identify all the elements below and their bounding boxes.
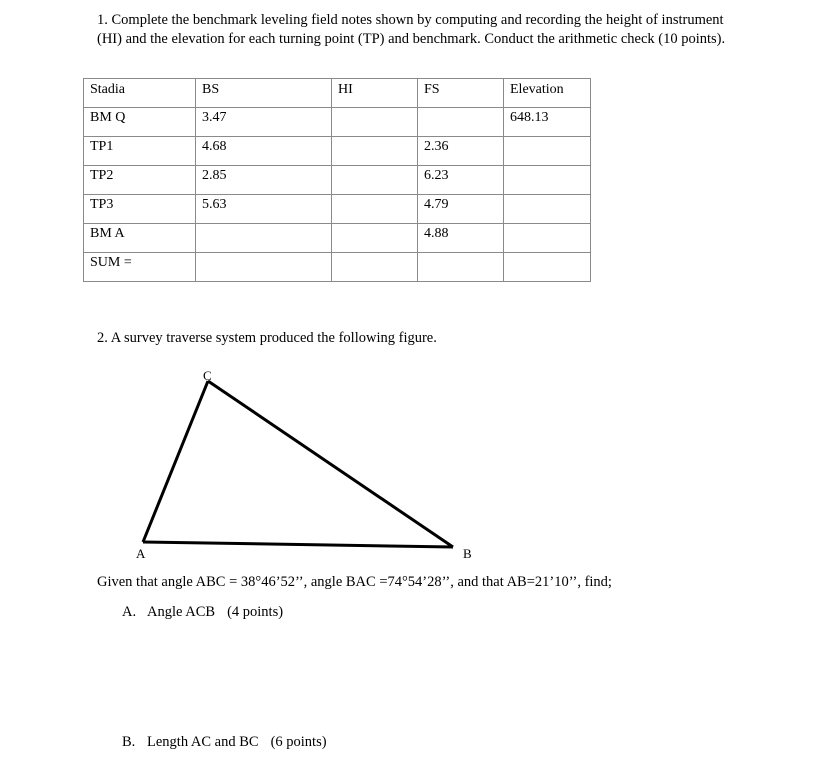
part-a-label: Angle ACB	[147, 604, 216, 620]
table-cell: HI	[332, 79, 418, 108]
part-b	[122, 734, 327, 751]
table-cell: Elevation	[504, 79, 591, 108]
table-cell: Stadia	[84, 79, 196, 108]
given-statement: Given that angle ABC = 38°46’52’’, angle BAC =74°54’28’’, and that AB=21’10’’, find;	[97, 574, 612, 590]
side-ab	[143, 542, 453, 547]
side-cb	[208, 381, 453, 547]
table-cell: FS	[418, 79, 504, 108]
table-cell: BS	[196, 79, 332, 108]
table-cell: TP3	[84, 195, 196, 224]
question-2-text: 2. A survey traverse system produced the following figure.	[97, 330, 437, 346]
table-cell: 648.13	[504, 108, 591, 137]
vertex-label-a: A	[136, 546, 146, 561]
vertex-label-c: C	[203, 368, 212, 383]
part-a	[122, 604, 283, 621]
table-cell: 4.88	[418, 224, 504, 253]
part-a-points: (4 points)	[227, 604, 284, 620]
part-a-letter: A.	[122, 604, 137, 620]
table-cell: BM A	[84, 224, 196, 253]
table-cell: 4.79	[418, 195, 504, 224]
table-cell: 2.85	[196, 166, 332, 195]
table-cell: BM Q	[84, 108, 196, 137]
table-cell: SUM =	[84, 253, 196, 282]
part-b-letter: B.	[122, 734, 136, 750]
vertex-label-b: B	[463, 546, 472, 561]
table-cell: 5.63	[196, 195, 332, 224]
table-cell: 2.36	[418, 137, 504, 166]
question-1-text: 1. Complete the benchmark leveling field notes shown by computing and recording the height of instrument (HI) and the elevation for each turning point (TP) and benchmark. Conduct the arithmetic check (10 points).	[97, 12, 726, 47]
table-cell: 4.68	[196, 137, 332, 166]
table-cell: TP1	[84, 137, 196, 166]
part-b-label: Length AC and BC	[147, 734, 259, 750]
table-cell: 3.47	[196, 108, 332, 137]
table-cell: 6.23	[418, 166, 504, 195]
part-b-points: (6 points)	[270, 734, 327, 750]
table-cell: TP2	[84, 166, 196, 195]
side-ac	[143, 381, 208, 542]
